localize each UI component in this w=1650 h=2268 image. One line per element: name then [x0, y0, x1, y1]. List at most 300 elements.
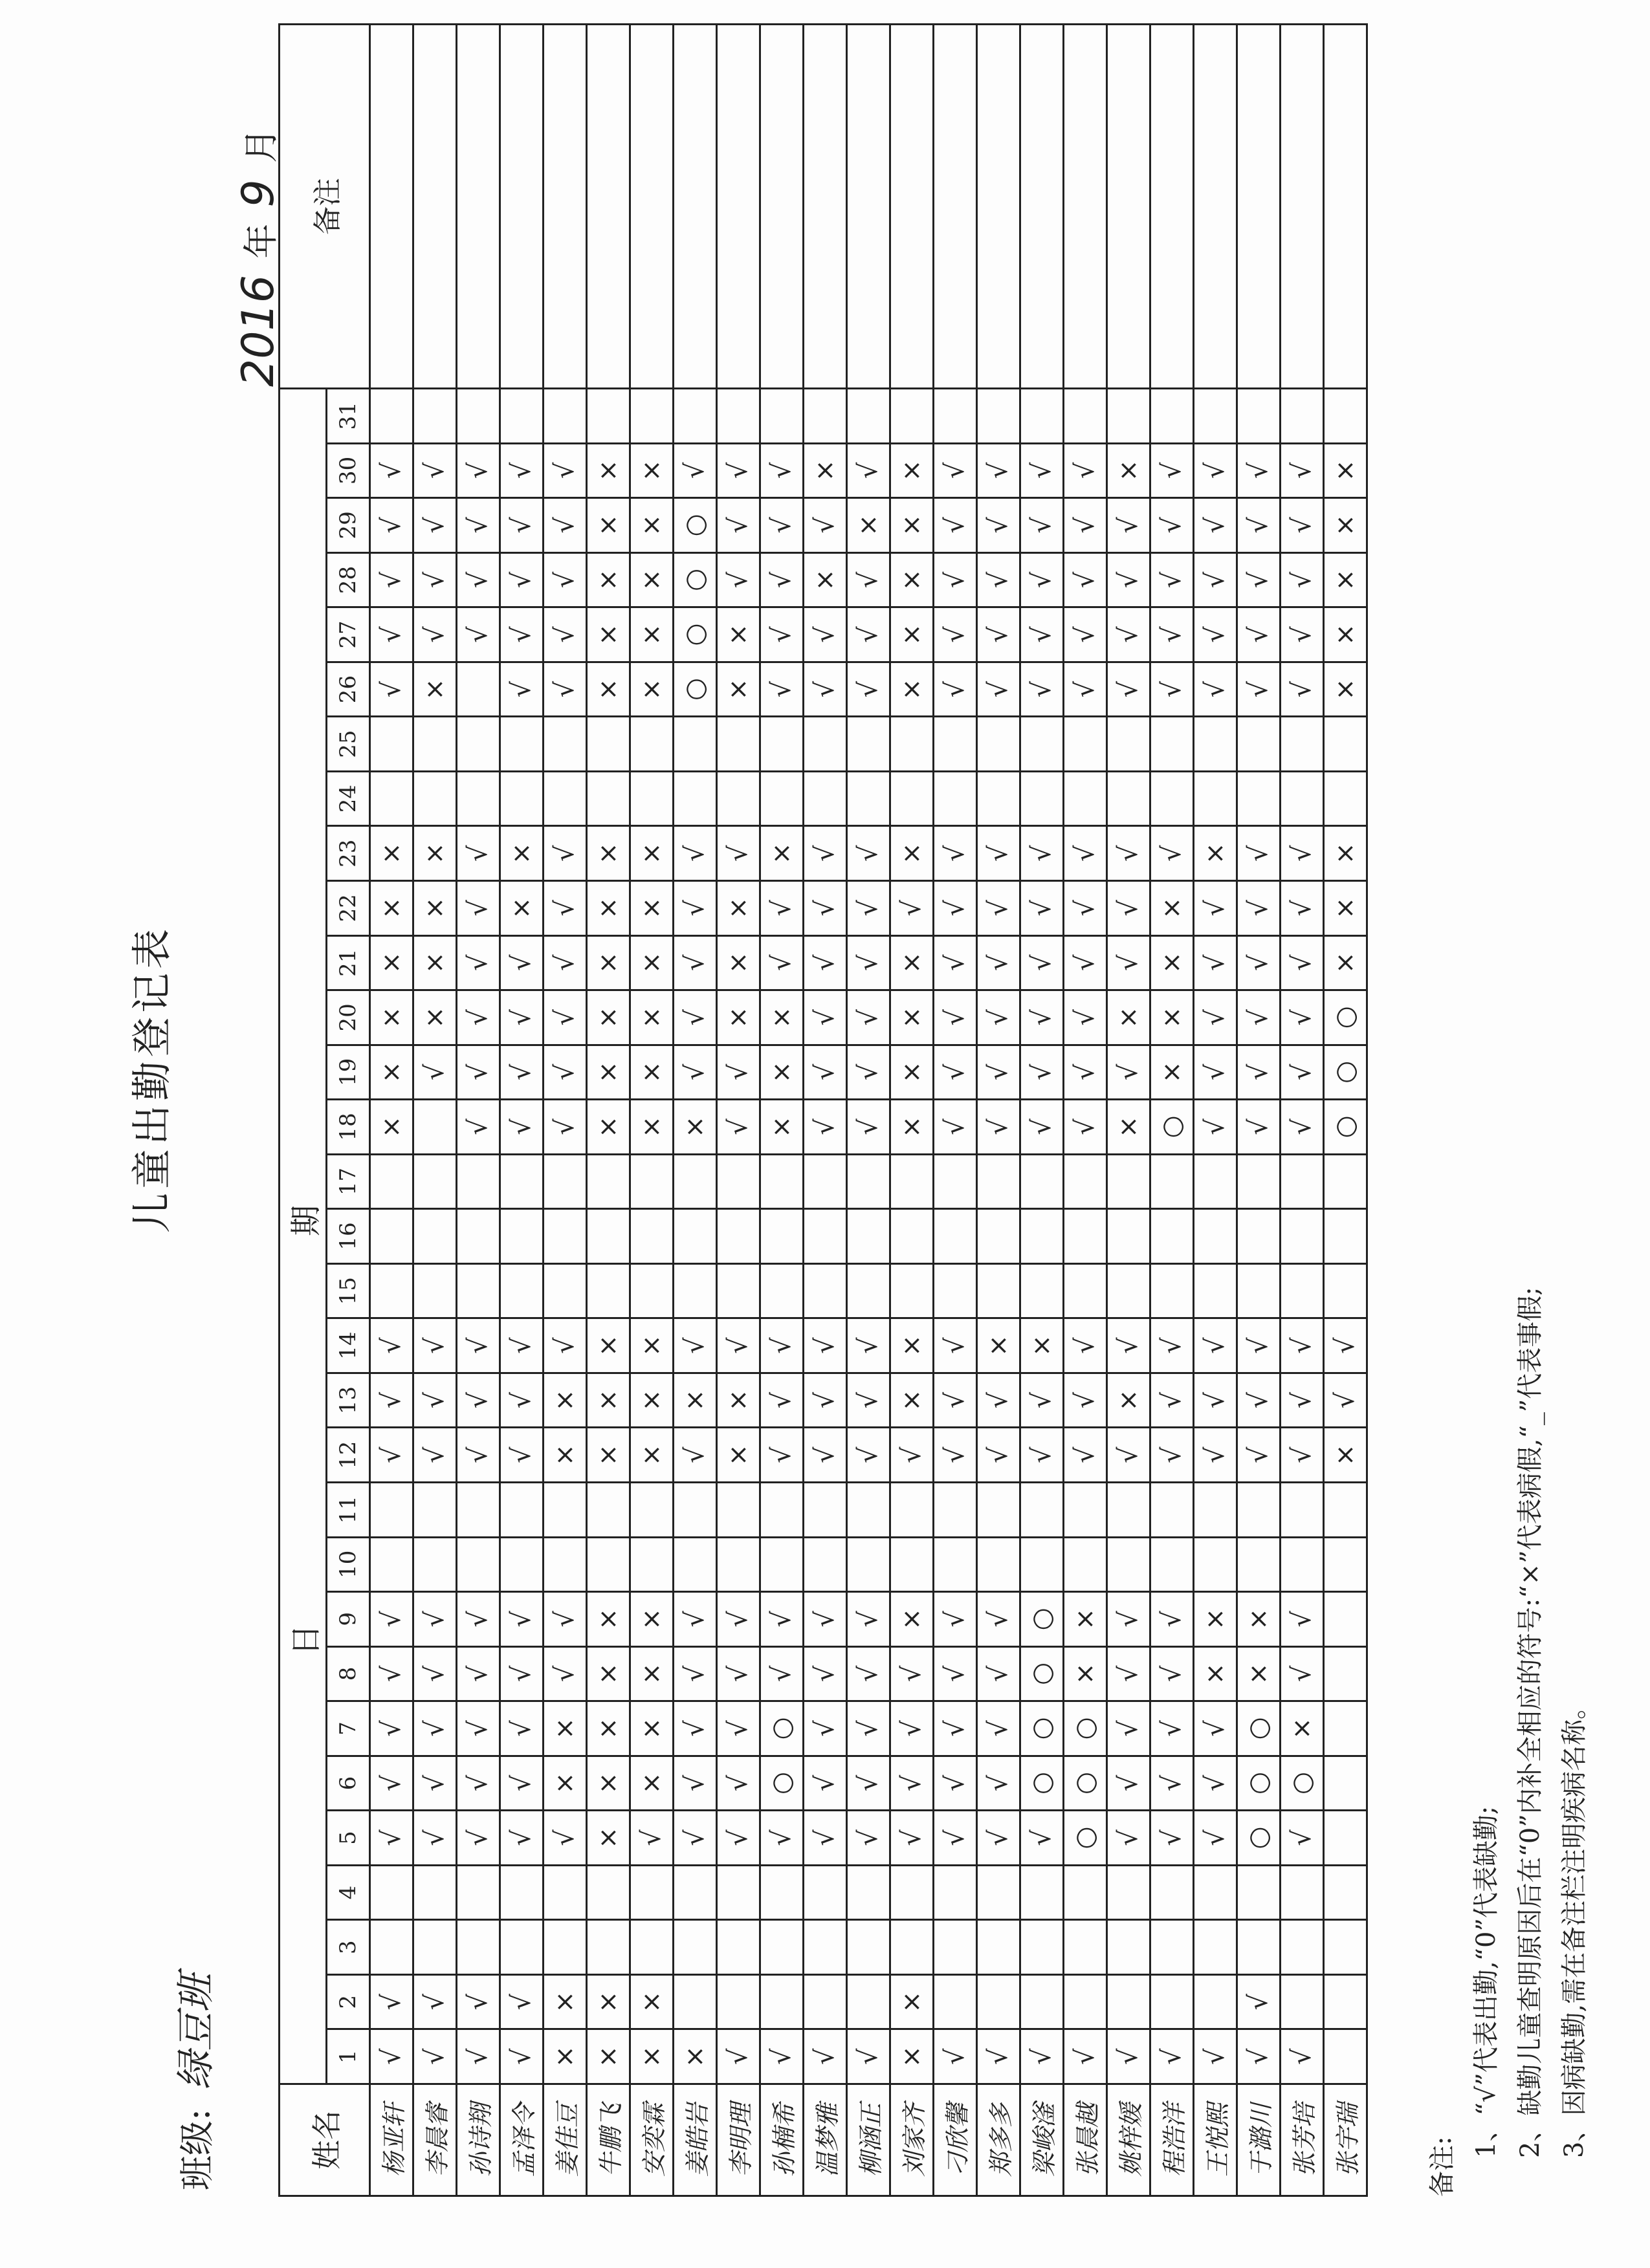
attendance-mark: ○ — [1020, 1646, 1064, 1701]
attendance-mark — [717, 389, 760, 444]
attendance-mark: √ — [804, 1756, 847, 1811]
attendance-mark: × — [890, 826, 934, 881]
attendance-mark: √ — [717, 1045, 760, 1100]
attendance-mark: √ — [413, 1318, 457, 1373]
attendance-mark: √ — [847, 552, 890, 607]
attendance-mark: √ — [370, 443, 413, 498]
attendance-mark: √ — [847, 1592, 890, 1647]
attendance-mark: √ — [1150, 2029, 1194, 2084]
student-name: 刘家齐 — [890, 2084, 934, 2196]
attendance-mark: √ — [413, 1592, 457, 1647]
day-header: 4 — [327, 1865, 370, 1920]
student-name: 张芳培 — [1281, 2084, 1324, 2196]
attendance-table — [278, 23, 1368, 2197]
attendance-mark: √ — [1020, 880, 1064, 935]
remark-cell — [934, 25, 977, 389]
attendance-mark: √ — [934, 1756, 977, 1811]
attendance-mark — [1020, 1537, 1064, 1592]
attendance-mark — [1150, 1920, 1194, 1975]
attendance-mark: √ — [544, 443, 587, 498]
day-header: 20 — [327, 990, 370, 1045]
attendance-mark: × — [674, 1373, 717, 1428]
attendance-mark: × — [630, 1974, 674, 2029]
attendance-mark: √ — [1064, 662, 1107, 717]
attendance-mark: × — [370, 1100, 413, 1155]
attendance-mark: √ — [977, 607, 1020, 662]
attendance-mark — [847, 771, 890, 826]
attendance-mark — [804, 771, 847, 826]
attendance-mark — [1150, 1482, 1194, 1537]
attendance-mark: √ — [760, 880, 804, 935]
attendance-mark — [1107, 1920, 1150, 1975]
attendance-mark — [630, 1263, 674, 1318]
attendance-mark: √ — [457, 826, 500, 881]
attendance-mark — [1107, 1263, 1150, 1318]
attendance-mark: √ — [1150, 826, 1194, 881]
attendance-mark — [934, 1920, 977, 1975]
attendance-mark: √ — [413, 552, 457, 607]
attendance-mark: × — [587, 990, 630, 1045]
attendance-mark: × — [1107, 1100, 1150, 1155]
attendance-mark: √ — [1150, 1646, 1194, 1701]
attendance-mark: × — [630, 1701, 674, 1756]
attendance-mark: √ — [1194, 1318, 1237, 1373]
attendance-mark: √ — [500, 552, 544, 607]
attendance-mark — [717, 1865, 760, 1920]
attendance-mark — [544, 1209, 587, 1264]
attendance-mark: √ — [674, 880, 717, 935]
attendance-mark — [1150, 1154, 1194, 1209]
student-row — [804, 25, 847, 2196]
attendance-mark — [1150, 717, 1194, 772]
attendance-mark: √ — [457, 552, 500, 607]
attendance-mark: ○ — [1020, 1756, 1064, 1811]
class-value: 绿豆班 — [173, 1973, 219, 2090]
remark-cell — [370, 25, 413, 389]
attendance-mark: × — [544, 1974, 587, 2029]
attendance-mark: ○ — [1324, 1100, 1367, 1155]
remark-cell — [1107, 25, 1150, 389]
date-field — [233, 128, 284, 392]
attendance-mark — [934, 771, 977, 826]
day-header: 13 — [327, 1373, 370, 1428]
attendance-mark: × — [413, 826, 457, 881]
attendance-mark: × — [1150, 1045, 1194, 1100]
attendance-mark: √ — [1064, 498, 1107, 553]
remark-cell — [587, 25, 630, 389]
attendance-mark: √ — [500, 1974, 544, 2029]
attendance-mark: √ — [1237, 2029, 1281, 2084]
attendance-mark: √ — [804, 662, 847, 717]
attendance-mark: ○ — [1237, 1701, 1281, 1756]
attendance-mark — [1237, 1154, 1281, 1209]
attendance-mark — [1281, 1154, 1324, 1209]
student-row — [1281, 25, 1324, 2196]
attendance-mark: √ — [370, 662, 413, 717]
remark-cell — [1064, 25, 1107, 389]
day-header: 27 — [327, 607, 370, 662]
day-header: 16 — [327, 1209, 370, 1264]
attendance-mark: × — [847, 498, 890, 553]
attendance-mark: √ — [977, 935, 1020, 990]
attendance-mark — [370, 1537, 413, 1592]
attendance-mark — [674, 1920, 717, 1975]
student-name: 柳涵正 — [847, 2084, 890, 2196]
attendance-mark: √ — [1064, 935, 1107, 990]
remark-cell — [413, 25, 457, 389]
attendance-mark: √ — [1150, 1592, 1194, 1647]
attendance-mark — [544, 1920, 587, 1975]
attendance-mark: √ — [804, 2029, 847, 2084]
attendance-mark — [457, 1154, 500, 1209]
attendance-mark: √ — [977, 1045, 1020, 1100]
attendance-mark: √ — [457, 1592, 500, 1647]
attendance-mark: × — [630, 935, 674, 990]
attendance-mark — [717, 771, 760, 826]
attendance-mark: √ — [1107, 880, 1150, 935]
attendance-mark: √ — [1237, 443, 1281, 498]
attendance-mark: √ — [1281, 1373, 1324, 1428]
attendance-mark — [1237, 771, 1281, 826]
attendance-mark — [1064, 389, 1107, 444]
attendance-mark: × — [890, 990, 934, 1045]
attendance-mark: × — [630, 826, 674, 881]
student-name: 于潞川 — [1237, 2084, 1281, 2196]
attendance-mark: √ — [1107, 662, 1150, 717]
attendance-mark — [1107, 1154, 1150, 1209]
remark-cell — [500, 25, 544, 389]
attendance-mark: √ — [847, 1100, 890, 1155]
attendance-mark: √ — [1281, 552, 1324, 607]
student-row — [1150, 25, 1194, 2196]
attendance-mark: × — [890, 1045, 934, 1100]
attendance-mark — [1064, 1537, 1107, 1592]
attendance-mark: √ — [934, 607, 977, 662]
attendance-mark: √ — [934, 826, 977, 881]
attendance-mark: √ — [1281, 1100, 1324, 1155]
student-name: 郑多多 — [977, 2084, 1020, 2196]
attendance-mark: √ — [413, 1646, 457, 1701]
attendance-mark: √ — [977, 1701, 1020, 1756]
attendance-mark: √ — [847, 662, 890, 717]
attendance-mark: √ — [1064, 1045, 1107, 1100]
attendance-mark — [804, 1974, 847, 2029]
attendance-mark: √ — [1020, 1811, 1064, 1866]
attendance-mark — [587, 771, 630, 826]
attendance-mark: √ — [977, 1756, 1020, 1811]
day-header: 9 — [327, 1592, 370, 1647]
attendance-mark: √ — [1020, 990, 1064, 1045]
attendance-mark: √ — [413, 1373, 457, 1428]
attendance-mark — [413, 771, 457, 826]
attendance-mark: √ — [500, 1592, 544, 1647]
day-header: 11 — [327, 1482, 370, 1537]
attendance-mark — [1150, 1865, 1194, 1920]
attendance-mark: √ — [890, 1811, 934, 1866]
attendance-mark — [587, 1537, 630, 1592]
attendance-mark — [630, 1209, 674, 1264]
attendance-mark: √ — [674, 1045, 717, 1100]
attendance-mark: √ — [934, 1646, 977, 1701]
attendance-mark: √ — [1020, 607, 1064, 662]
attendance-mark: √ — [370, 1428, 413, 1483]
attendance-mark: √ — [847, 1811, 890, 1866]
attendance-mark — [544, 1865, 587, 1920]
attendance-mark: × — [587, 1646, 630, 1701]
attendance-mark: ○ — [1020, 1592, 1064, 1647]
attendance-mark: × — [587, 498, 630, 553]
attendance-mark — [587, 717, 630, 772]
attendance-mark: √ — [760, 1373, 804, 1428]
attendance-mark: √ — [500, 662, 544, 717]
attendance-mark: √ — [1324, 1373, 1367, 1428]
attendance-mark: √ — [413, 1428, 457, 1483]
attendance-mark: √ — [1064, 1428, 1107, 1483]
attendance-mark — [1194, 1482, 1237, 1537]
attendance-mark — [1150, 1209, 1194, 1264]
attendance-mark — [1107, 1482, 1150, 1537]
attendance-mark — [1281, 1865, 1324, 1920]
attendance-mark: × — [544, 2029, 587, 2084]
student-name: 王悦熙 — [1194, 2084, 1237, 2196]
student-name: 牛鹏飞 — [587, 2084, 630, 2196]
attendance-mark: √ — [717, 552, 760, 607]
student-row — [674, 25, 717, 2196]
attendance-mark — [1194, 1537, 1237, 1592]
attendance-mark: √ — [413, 607, 457, 662]
attendance-mark: ○ — [1324, 1045, 1367, 1100]
attendance-mark — [717, 717, 760, 772]
attendance-mark — [630, 717, 674, 772]
attendance-mark — [890, 389, 934, 444]
attendance-mark: √ — [977, 826, 1020, 881]
attendance-mark: × — [370, 990, 413, 1045]
attendance-mark: √ — [804, 1428, 847, 1483]
attendance-mark: √ — [1107, 607, 1150, 662]
attendance-mark — [413, 1263, 457, 1318]
attendance-mark: √ — [674, 990, 717, 1045]
attendance-mark: √ — [1150, 1756, 1194, 1811]
attendance-mark: √ — [804, 1646, 847, 1701]
attendance-mark: √ — [717, 443, 760, 498]
remark-cell — [847, 25, 890, 389]
attendance-mark: × — [977, 1318, 1020, 1373]
attendance-mark: √ — [760, 2029, 804, 2084]
attendance-mark — [544, 1263, 587, 1318]
attendance-mark: √ — [674, 1756, 717, 1811]
attendance-mark: √ — [674, 935, 717, 990]
attendance-mark — [413, 1154, 457, 1209]
attendance-mark — [1064, 1154, 1107, 1209]
attendance-mark: × — [1237, 1592, 1281, 1647]
attendance-mark — [847, 1920, 890, 1975]
attendance-mark: √ — [934, 1100, 977, 1155]
attendance-mark: × — [630, 1100, 674, 1155]
attendance-mark — [1281, 771, 1324, 826]
attendance-mark — [630, 389, 674, 444]
attendance-mark: √ — [1064, 826, 1107, 881]
attendance-mark: √ — [413, 1974, 457, 2029]
attendance-mark — [544, 771, 587, 826]
attendance-mark — [847, 1209, 890, 1264]
attendance-mark: √ — [413, 1701, 457, 1756]
attendance-mark — [890, 1865, 934, 1920]
attendance-mark: × — [544, 1701, 587, 1756]
day-header: 29 — [327, 498, 370, 553]
attendance-mark: √ — [760, 662, 804, 717]
remark-cell — [717, 25, 760, 389]
attendance-mark: √ — [847, 1701, 890, 1756]
attendance-mark: √ — [1150, 607, 1194, 662]
attendance-mark — [760, 389, 804, 444]
attendance-mark — [934, 1154, 977, 1209]
day-header: 18 — [327, 1100, 370, 1155]
day-header: 22 — [327, 880, 370, 935]
name-column-header: 姓名 — [280, 2084, 370, 2196]
attendance-mark: √ — [1281, 990, 1324, 1045]
attendance-mark — [717, 1154, 760, 1209]
attendance-mark: × — [1107, 990, 1150, 1045]
attendance-mark — [500, 1209, 544, 1264]
attendance-mark: × — [1324, 443, 1367, 498]
attendance-mark — [717, 1482, 760, 1537]
attendance-mark: √ — [413, 1811, 457, 1866]
attendance-mark: √ — [370, 1974, 413, 2029]
attendance-mark: √ — [500, 1646, 544, 1701]
attendance-mark: √ — [1020, 1100, 1064, 1155]
attendance-mark — [804, 1209, 847, 1264]
day-header: 7 — [327, 1701, 370, 1756]
attendance-mark: ○ — [674, 662, 717, 717]
attendance-mark: × — [890, 1373, 934, 1428]
attendance-mark — [977, 1920, 1020, 1975]
attendance-mark — [1020, 1154, 1064, 1209]
student-name: 梁峻滏 — [1020, 2084, 1064, 2196]
student-row — [587, 25, 630, 2196]
day-header: 24 — [327, 771, 370, 826]
student-row — [934, 25, 977, 2196]
attendance-mark — [1194, 389, 1237, 444]
attendance-mark — [370, 771, 413, 826]
attendance-mark: √ — [934, 552, 977, 607]
attendance-mark: × — [1107, 1373, 1150, 1428]
attendance-mark — [977, 1974, 1020, 2029]
attendance-mark: √ — [890, 1646, 934, 1701]
attendance-mark: √ — [977, 2029, 1020, 2084]
attendance-mark: × — [890, 552, 934, 607]
attendance-mark — [413, 389, 457, 444]
attendance-mark: √ — [760, 1646, 804, 1701]
attendance-mark: × — [587, 443, 630, 498]
attendance-mark — [934, 717, 977, 772]
attendance-mark: √ — [760, 1811, 804, 1866]
attendance-mark: √ — [1194, 1045, 1237, 1100]
day-header: 2 — [327, 1974, 370, 2029]
student-row — [847, 25, 890, 2196]
attendance-mark — [1020, 717, 1064, 772]
attendance-mark: √ — [630, 1811, 674, 1866]
attendance-mark — [674, 1209, 717, 1264]
attendance-mark — [457, 1537, 500, 1592]
student-name: 程浩洋 — [1150, 2084, 1194, 2196]
attendance-mark: × — [630, 607, 674, 662]
student-row — [1020, 25, 1064, 2196]
remark-cell — [630, 25, 674, 389]
attendance-mark — [544, 1537, 587, 1592]
attendance-mark: √ — [1281, 880, 1324, 935]
attendance-mark — [587, 1920, 630, 1975]
attendance-mark — [544, 1154, 587, 1209]
attendance-mark: × — [1281, 1701, 1324, 1756]
attendance-mark — [1020, 1482, 1064, 1537]
attendance-mark: √ — [717, 1646, 760, 1701]
attendance-mark: √ — [1237, 607, 1281, 662]
attendance-mark — [717, 1263, 760, 1318]
attendance-mark — [544, 717, 587, 772]
attendance-mark: × — [587, 1373, 630, 1428]
attendance-mark — [457, 1209, 500, 1264]
attendance-mark: × — [890, 498, 934, 553]
attendance-mark: √ — [1194, 1701, 1237, 1756]
attendance-mark: √ — [1064, 880, 1107, 935]
attendance-mark — [1324, 2029, 1367, 2084]
attendance-mark: √ — [1194, 443, 1237, 498]
attendance-mark: √ — [1064, 1100, 1107, 1155]
attendance-mark: √ — [847, 990, 890, 1045]
attendance-mark: √ — [1237, 990, 1281, 1045]
attendance-mark: ○ — [1064, 1701, 1107, 1756]
attendance-mark — [804, 1865, 847, 1920]
student-row — [630, 25, 674, 2196]
attendance-mark: √ — [1281, 1811, 1324, 1866]
attendance-mark: × — [630, 1428, 674, 1483]
remark-cell — [457, 25, 500, 389]
year-value: 2016 — [233, 274, 284, 387]
attendance-mark — [544, 1482, 587, 1537]
attendance-mark: × — [370, 935, 413, 990]
attendance-mark — [1324, 717, 1367, 772]
attendance-mark — [847, 1482, 890, 1537]
remark-cell — [760, 25, 804, 389]
attendance-mark: √ — [457, 1318, 500, 1373]
attendance-mark: √ — [500, 443, 544, 498]
attendance-mark: √ — [1150, 443, 1194, 498]
attendance-mark: × — [1194, 1592, 1237, 1647]
attendance-mark: × — [587, 1045, 630, 1100]
attendance-mark — [1020, 1263, 1064, 1318]
note-item-2: 2、缺勤儿童查明原因后在“0”内补全相应的符号:“×”代表病假,“_”代表事假; — [1515, 1287, 1545, 2158]
attendance-mark: × — [587, 880, 630, 935]
attendance-mark: √ — [977, 552, 1020, 607]
attendance-mark: × — [804, 552, 847, 607]
day-header: 8 — [327, 1646, 370, 1701]
attendance-mark: √ — [1150, 1701, 1194, 1756]
attendance-mark — [1020, 1920, 1064, 1975]
attendance-mark — [934, 1865, 977, 1920]
attendance-mark: √ — [1194, 552, 1237, 607]
attendance-mark: × — [717, 990, 760, 1045]
attendance-mark: √ — [977, 1592, 1020, 1647]
attendance-mark — [457, 771, 500, 826]
attendance-mark — [1324, 1209, 1367, 1264]
attendance-mark: √ — [717, 1100, 760, 1155]
attendance-mark: √ — [544, 1318, 587, 1373]
attendance-mark: √ — [1020, 2029, 1064, 2084]
attendance-mark: × — [1324, 498, 1367, 553]
attendance-mark: × — [1194, 826, 1237, 881]
attendance-mark — [1237, 389, 1281, 444]
day-header: 19 — [327, 1045, 370, 1100]
